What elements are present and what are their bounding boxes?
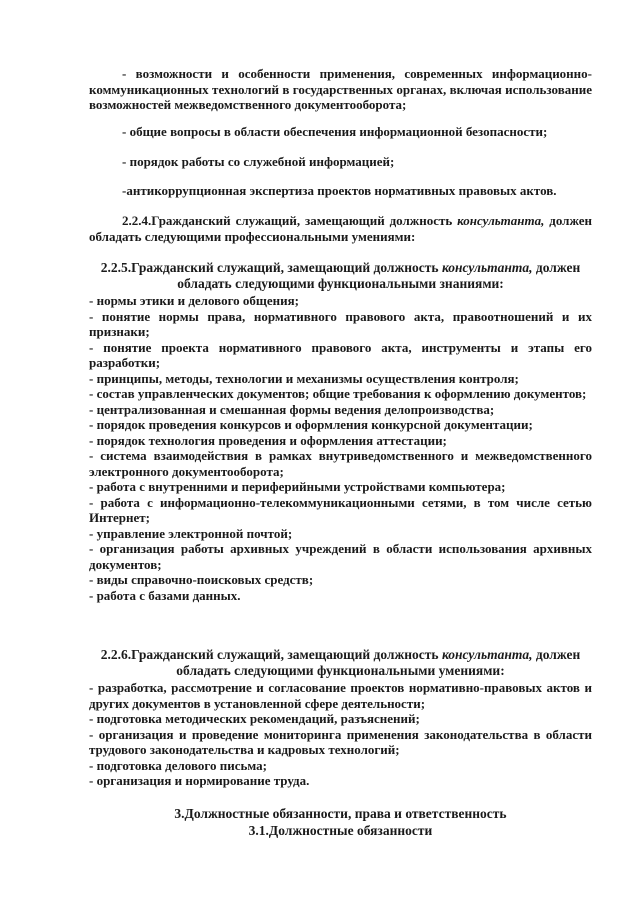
paragraph-2-2-4: [89, 213, 592, 244]
h226-suffix: должен обладать следующими функциональными умениями:: [176, 647, 581, 678]
list-item: - состав управленческих документов; общие требования к оформлению документов;: [89, 386, 587, 401]
list-item: - работа с внутренними и периферийными устройствами компьютера;: [89, 479, 506, 494]
list-item: - виды справочно-поисковых средств;: [89, 572, 314, 587]
list-item: - работа с информационно-телекоммуникационными сетями, в том числе сетью Интернет;: [89, 494, 592, 525]
list-item: - организация работы архивных учреждений в области использования архивных документов;: [89, 541, 592, 572]
skills-list: [89, 680, 592, 789]
list-item: - принципы, методы, технологии и механизмы осуществления контроля;: [89, 370, 519, 386]
list-item: - работа с базами данных.: [89, 587, 241, 603]
section-3-title: 3.Должностные обязанности, права и ответственность: [174, 806, 507, 821]
list-item: - организация и нормирование труда.: [89, 773, 310, 788]
list-item: - система взаимодействия в рамках внутриведомственного и межведомственного электронного документооборота;: [89, 448, 592, 479]
paragraph-ict: - возможности и особенности применения, современных информационно-коммуникационных технологий в государственных органах, включая использование возможностей межведомственного документооборота;: [89, 66, 592, 112]
h225-suffix: должен обладать следующими функциональными знаниями:: [177, 260, 581, 291]
list-item: - понятие нормы права, нормативного правового акта, правоотношений и их признаки;: [89, 308, 592, 339]
p224-role: консультанта,: [457, 213, 545, 228]
h225-prefix: 2.2.5.Гражданский служащий, замещающий должность: [100, 260, 442, 275]
list-item: - нормы этики и делового общения;: [89, 293, 299, 308]
list-item: - подготовка делового письма;: [89, 757, 267, 773]
list-item: - разработка, рассмотрение и согласование проектов нормативно-правовых актов и других документов в установленной сфере деятельности;: [89, 680, 592, 711]
list-item: - порядок проведения конкурсов и оформления конкурсной документации;: [89, 417, 533, 432]
h226-prefix: 2.2.6.Гражданский служащий, замещающий должность: [100, 647, 442, 662]
list-item: - организация и проведение мониторинга применения законодательства в области трудового законодательства и кадровых технологий;: [89, 726, 592, 757]
list-item: - централизованная и смешанная формы ведения делопроизводства;: [89, 401, 495, 417]
paragraph-service-info: - порядок работы со служебной информацией;: [122, 154, 395, 169]
h225-role: консультанта,: [441, 260, 533, 275]
paragraph-anticorruption: -антикоррупционная экспертиза проектов нормативных правовых актов.: [122, 183, 557, 198]
paragraph-infosec: - общие вопросы в области обеспечения информационной безопасности;: [122, 124, 548, 139]
heading-2-2-6: [89, 647, 592, 678]
list-item: - подготовка методических рекомендаций, разъяснений;: [89, 711, 420, 726]
knowledge-list: [89, 293, 592, 603]
list-item: - управление электронной почтой;: [89, 525, 293, 541]
list-item: - понятие проекта нормативного правового акта, инструменты и этапы его разработки;: [89, 339, 592, 370]
p224-prefix: 2.2.4.Гражданский служащий, замещающий должность: [122, 213, 458, 228]
heading-2-2-5: [89, 260, 592, 291]
list-item: - порядок технология проведения и оформления аттестации;: [89, 432, 447, 448]
p224-suffix: должен обладать следующими профессиональными умениями:: [89, 213, 592, 244]
section-3-1-title: 3.1.Должностные обязанности: [248, 823, 433, 838]
h226-role: консультанта,: [441, 647, 533, 662]
